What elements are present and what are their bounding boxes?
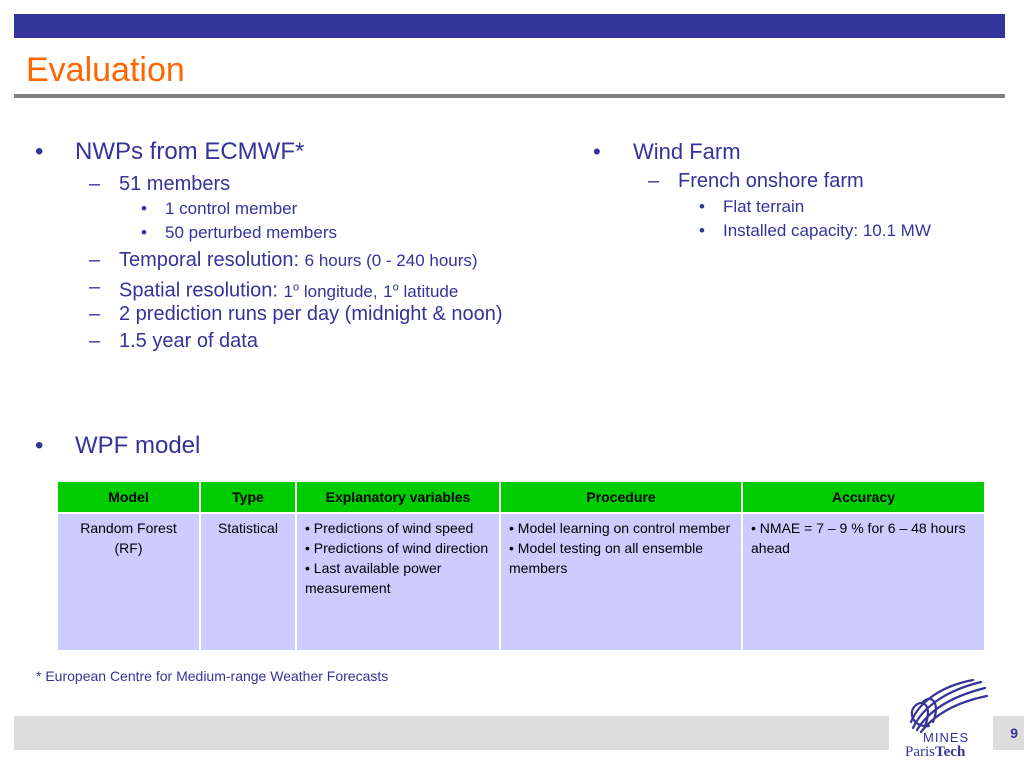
slide-title: Evaluation — [26, 51, 185, 89]
accuracy-item: • NMAE = 7 – 9 % for 6 – 48 hours ahead — [751, 520, 966, 556]
wpf-model-table — [56, 480, 986, 652]
bullet-wpf-text: WPF model — [75, 432, 201, 459]
logo-text-tech: Tech — [935, 744, 966, 760]
bullet-perturbed-text: 50 perturbed members — [165, 223, 337, 242]
bullet-marker: • — [35, 138, 44, 165]
bullet-french-farm-text: French onshore farm — [678, 170, 864, 192]
variable-item: • Predictions of wind direction — [305, 540, 489, 556]
bullet-terrain — [699, 196, 805, 218]
cell-model: Random Forest (RF) — [57, 513, 200, 651]
header-model: Model — [57, 481, 200, 513]
cell-type: Statistical — [200, 513, 296, 651]
cell-accuracy — [742, 513, 985, 651]
procedure-item: • Model testing on all ensemble members — [509, 540, 704, 576]
bullet-runs-text: 2 prediction runs per day (midnight & noon) — [119, 303, 503, 325]
logo-swirl-icon — [893, 676, 993, 736]
cell-procedure — [500, 513, 742, 651]
dash-marker: – — [648, 170, 660, 192]
bullet-years — [89, 329, 258, 353]
bullet-members — [89, 172, 231, 196]
dash-marker: – — [89, 173, 101, 195]
bullet-wind-farm-text: Wind Farm — [633, 139, 741, 164]
temporal-value: 6 hours (0 - 240 hours) — [304, 251, 478, 270]
spatial-longitude — [284, 282, 378, 301]
mines-paristech-logo — [893, 676, 993, 764]
temporal-label: Temporal resolution: — [119, 249, 300, 271]
spatial-label: Spatial resolution: — [119, 279, 278, 302]
dash-marker: – — [89, 249, 101, 271]
bullet-perturbed — [141, 222, 337, 244]
dash-marker: – — [89, 303, 101, 325]
header-type: Type — [200, 481, 296, 513]
title-divider — [14, 94, 1005, 98]
bullet-marker: • — [699, 221, 705, 240]
spatial-lon-text: longitude, — [303, 281, 378, 301]
bullet-terrain-text: Flat terrain — [723, 197, 805, 216]
degree-sup: o — [392, 281, 399, 293]
bullet-runs — [89, 302, 503, 326]
logo-text-mines: MINES — [923, 730, 970, 745]
bullet-years-text: 1.5 year of data — [119, 330, 258, 352]
bullet-nwp — [35, 138, 305, 166]
bullet-marker: • — [35, 432, 44, 459]
bottom-bar — [14, 716, 889, 750]
cell-variables — [296, 513, 500, 651]
spatial-lat-num: 1 — [383, 281, 393, 301]
bullet-temporal — [89, 248, 478, 273]
dash-marker: – — [89, 276, 101, 298]
header-explanatory-variables: Explanatory variables — [296, 481, 500, 513]
table-header-row — [57, 481, 985, 513]
bullet-wind-farm — [593, 138, 741, 166]
spatial-lon-num: 1 — [283, 281, 294, 301]
bullet-marker: • — [699, 197, 705, 216]
logo-text-paris: Paris — [905, 744, 935, 760]
bullet-marker: • — [593, 139, 601, 164]
bullet-control — [141, 198, 298, 220]
header-procedure: Procedure — [500, 481, 742, 513]
bullet-nwp-text: NWPs from ECMWF* — [75, 138, 305, 165]
variable-item: • Predictions of wind speed — [305, 520, 474, 536]
degree-sup: o — [293, 281, 300, 293]
logo-text-paristech — [905, 744, 965, 761]
top-bar — [14, 14, 1005, 38]
bullet-members-text: 51 members — [119, 173, 231, 195]
header-accuracy: Accuracy — [742, 481, 985, 513]
bullet-capacity-text: Installed capacity: 10.1 MW — [723, 221, 931, 240]
bullet-marker: • — [141, 223, 147, 242]
page-number-box — [993, 716, 1024, 750]
spatial-lat-text: latitude — [403, 281, 459, 301]
footnote: * European Centre for Medium-range Weather Forecasts — [36, 668, 389, 684]
dash-marker: – — [89, 330, 101, 352]
page-number: 9 — [1010, 725, 1018, 741]
spatial-latitude — [383, 282, 458, 301]
bullet-capacity — [699, 220, 931, 242]
bullet-marker: • — [141, 199, 147, 218]
bullet-french-farm — [648, 169, 864, 193]
bullet-spatial — [89, 275, 459, 304]
variable-item: • Last available power measurement — [305, 560, 442, 596]
table-row — [57, 513, 985, 651]
procedure-item: • Model learning on control member — [509, 520, 731, 536]
bullet-wpf — [35, 432, 201, 460]
bullet-control-text: 1 control member — [165, 199, 298, 218]
